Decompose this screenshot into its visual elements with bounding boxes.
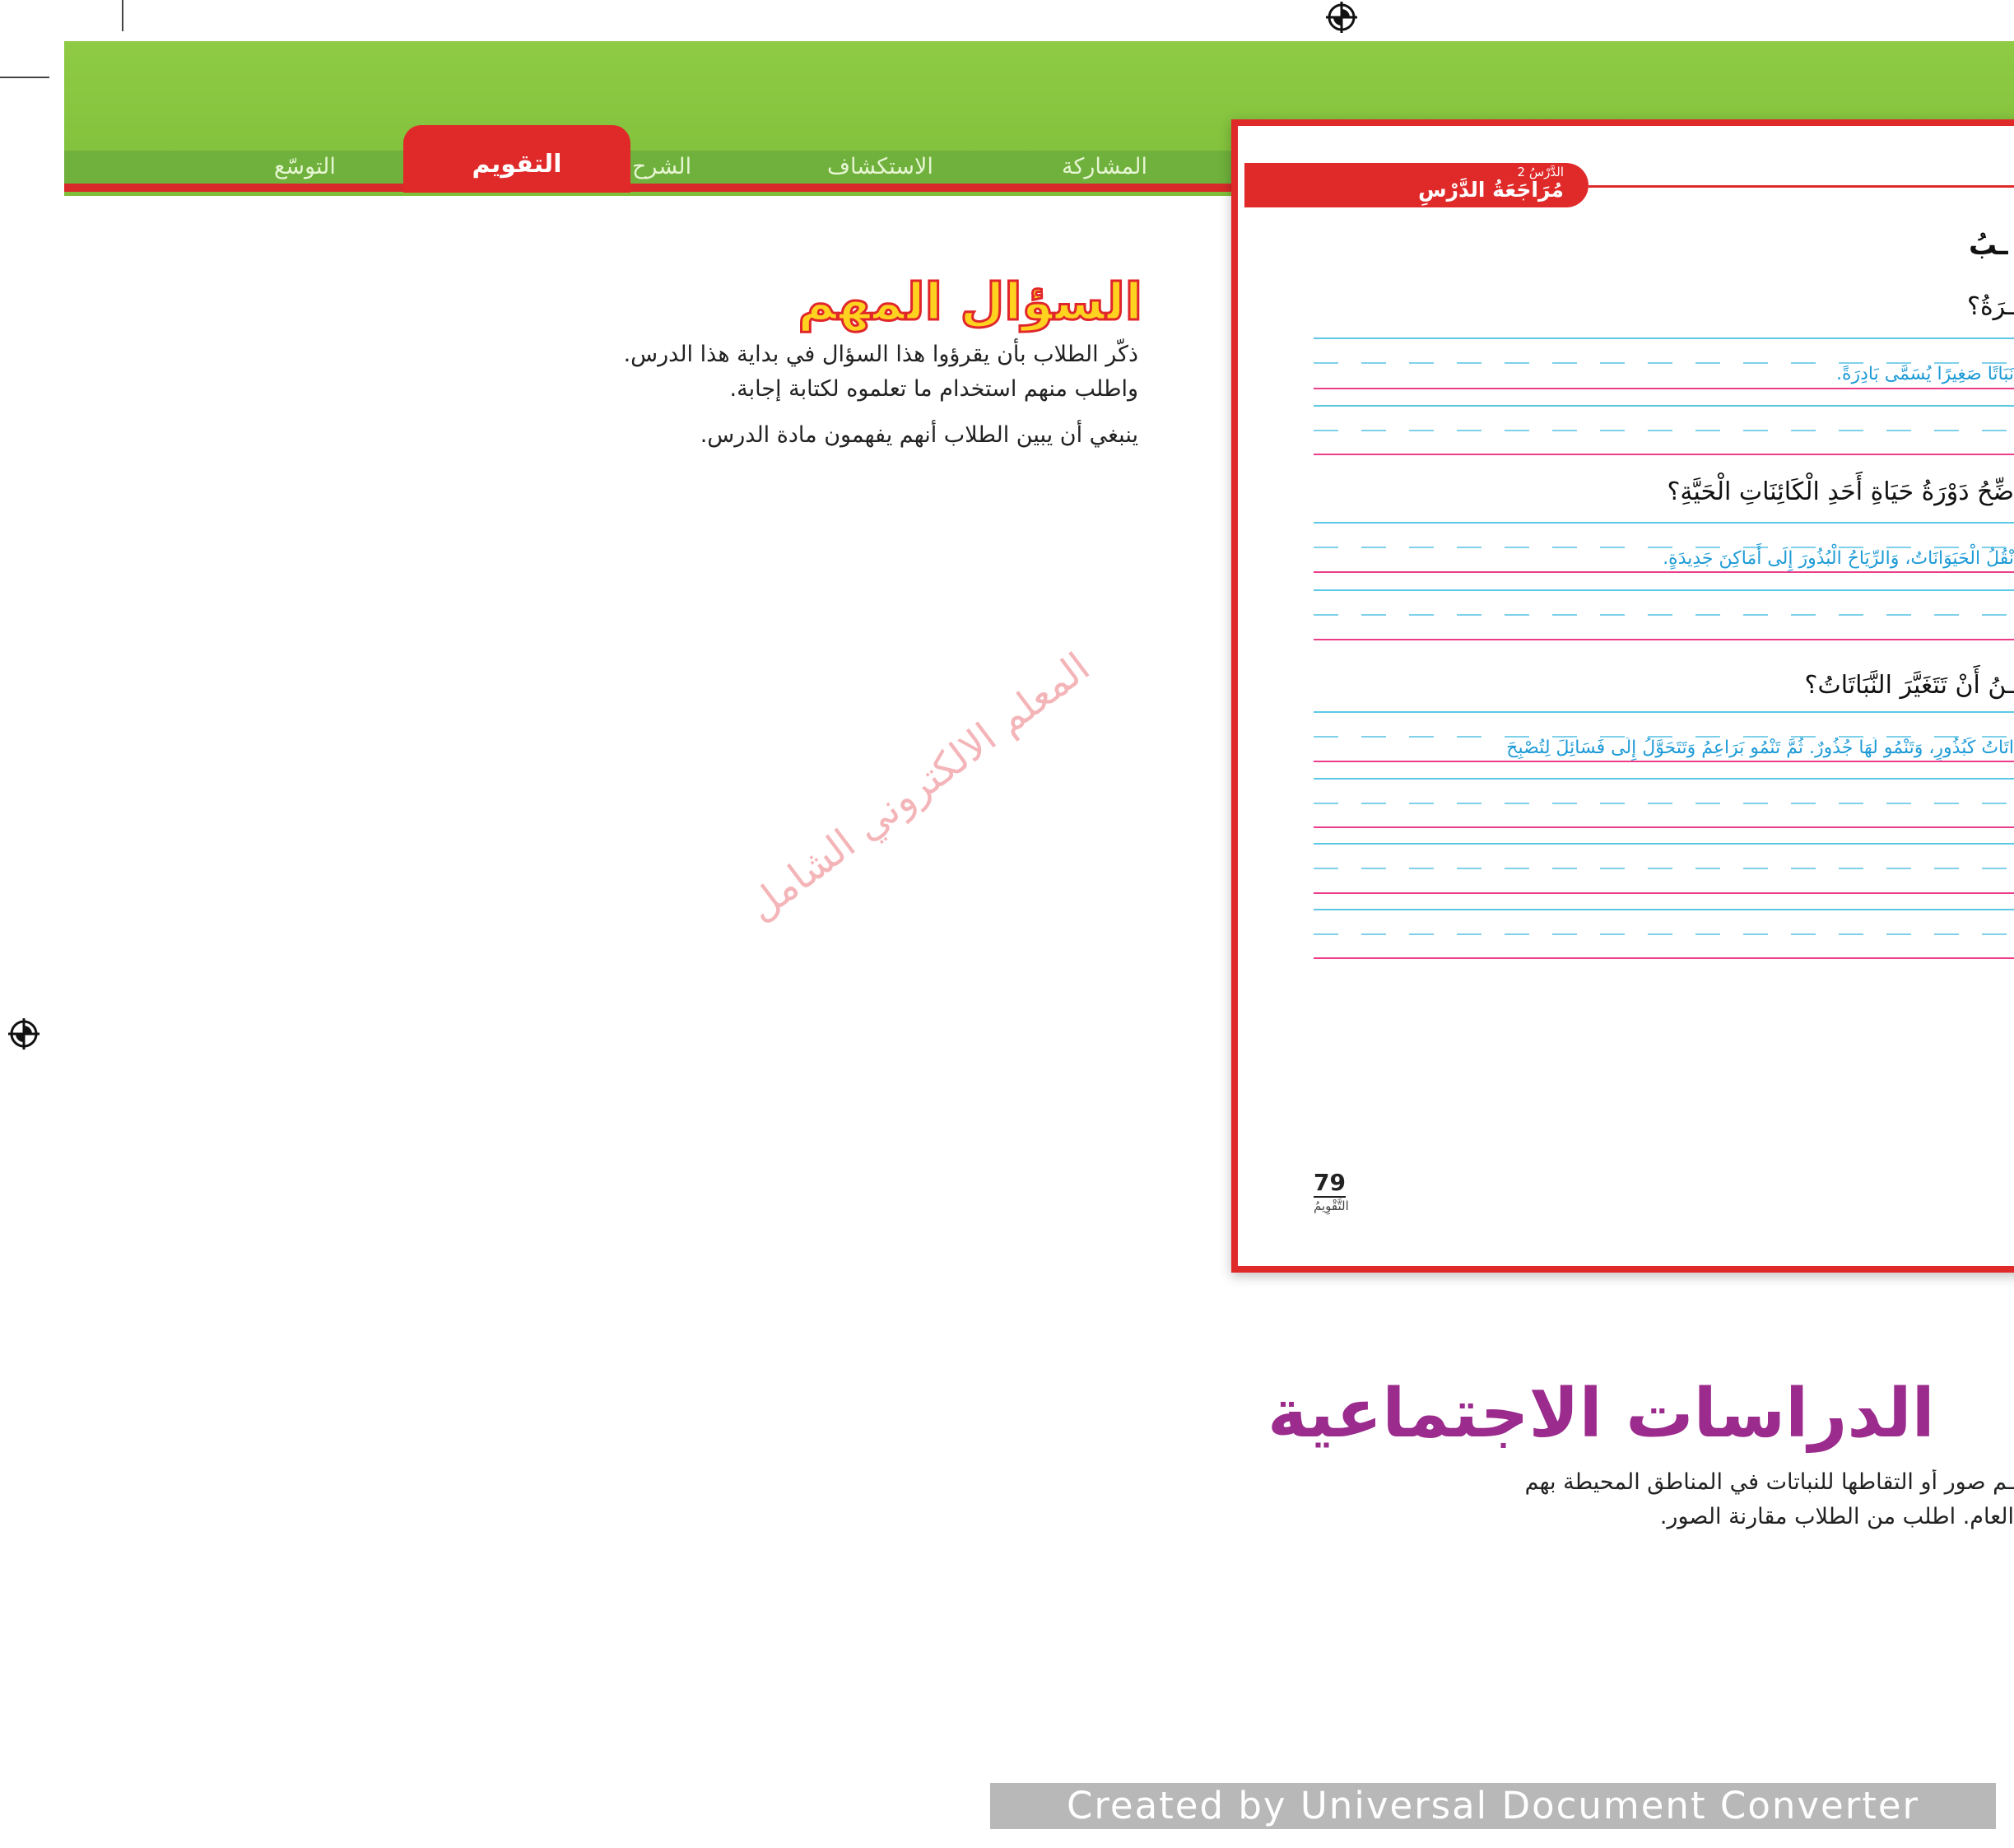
lesson-review-tag xyxy=(1244,163,1588,207)
answer-2: نْقُلُ الْحَيَوَانَاتُ، وَالرِّيَاحُ الْبُذُورَ إِلَى أَمَاكِنَ جَدِيدَةٍ. xyxy=(1663,548,2014,569)
writing-line xyxy=(1314,571,2014,573)
writing-line xyxy=(1314,957,2014,959)
answer-1: نَبَاتًا صَغِيرًا يُسَمَّى بَادِرَةً. xyxy=(1835,364,2014,384)
writing-line xyxy=(1314,826,2014,828)
watermark: المعلم الالكتروني الشامل xyxy=(739,644,1099,931)
writing-line-dashed xyxy=(1314,868,2014,869)
question-2-row xyxy=(1314,477,2014,527)
writing-line xyxy=(1314,454,2014,455)
registration-mark-left xyxy=(8,1018,40,1050)
social-studies-line-2-row xyxy=(1243,1504,2014,1537)
writing-line xyxy=(1314,843,2014,845)
section-heading: ـبُ xyxy=(1969,229,2008,262)
tab-engage[interactable]: المشاركة xyxy=(1062,154,1148,179)
converter-footer-banner: Created by Universal Document Converter xyxy=(990,1783,1996,1829)
question-1-row xyxy=(1314,292,2014,342)
writing-line xyxy=(1314,892,2014,894)
writing-line xyxy=(1314,405,2014,407)
crop-mark-horizontal xyxy=(0,77,49,78)
writing-line-dashed xyxy=(1314,614,2014,616)
writing-line xyxy=(1314,589,2014,591)
page-tag-line xyxy=(1588,185,2014,188)
essential-question-line-2: واطلب منهم استخدام ما تعلموه لكتابة إجابة. xyxy=(729,376,1138,402)
question-2: ضِّحُ دَوْرَةُ حَيَاةِ أَحَدِ الْكَائِنَاتِ الْحَيَّةِ؟ xyxy=(1667,477,2014,506)
question-3-row xyxy=(1314,671,2014,720)
writing-line-dashed xyxy=(1314,933,2014,935)
tab-extend[interactable]: التوسّع xyxy=(274,154,336,179)
lesson-number: الدَّرْسُ 2 xyxy=(1517,165,1564,179)
writing-line-dashed xyxy=(1314,803,2014,804)
social-studies-line-2: العام. اطلب من الطلاب مقارنة الصور. xyxy=(1659,1504,2014,1529)
essential-question-title: السؤال المهم xyxy=(798,272,1142,332)
social-studies-line-1: ـم صور أو التقاطها للنباتات في المناطق المحيطة بهم xyxy=(1524,1469,2014,1495)
tab-explore[interactable]: الاستكشاف xyxy=(827,154,933,179)
writing-line xyxy=(1314,639,2014,640)
writing-line-dashed xyxy=(1314,430,2014,431)
lesson-review-title: مُرَاجَعَةُ الدَّرْسِ xyxy=(1418,178,1564,202)
writing-line xyxy=(1314,711,2014,713)
question-3: ـنُ أَنْ تَتَغَيَّرَ النَّبَاتَاتُ؟ xyxy=(1804,671,2014,700)
crop-mark-vertical xyxy=(122,0,123,31)
registration-mark-top xyxy=(1326,2,1357,33)
writing-line xyxy=(1314,909,2014,910)
essential-question-line-3: ينبغي أن يبين الطلاب أنهم يفهمون مادة الدرس. xyxy=(700,422,1138,448)
tab-explain[interactable]: الشرح xyxy=(632,154,692,179)
essential-question-line-1: ذكّر الطلاب بأن يقرؤوا هذا السؤال في بداية هذا الدرس. xyxy=(623,342,1138,367)
writing-line xyxy=(1314,337,2014,339)
social-studies-line-1-row xyxy=(1243,1469,2014,1502)
page-number-label: التَّقْوِيمُ xyxy=(1314,1199,1349,1213)
writing-line xyxy=(1314,388,2014,389)
page-number: 79 xyxy=(1314,1169,1346,1196)
answer-3: اتَاتُ كَبُذُورٍ، وَتَنْمُو لَهَا جُذُورٌ. ثُمَّ تَنْمُو بَرَاعِمُ وَتَتَحَوَّلُ إِلَى فَسَائِلَ لِتُصْبِحَ xyxy=(1506,738,2014,758)
question-1: ـرَةُ؟ xyxy=(1967,292,2014,321)
tab-evaluate[interactable]: التقويم xyxy=(403,125,630,193)
social-studies-title: الدراسات الاجتماعية xyxy=(1267,1375,1935,1453)
writing-line xyxy=(1314,778,2014,780)
writing-line xyxy=(1314,761,2014,762)
writing-line xyxy=(1314,522,2014,524)
